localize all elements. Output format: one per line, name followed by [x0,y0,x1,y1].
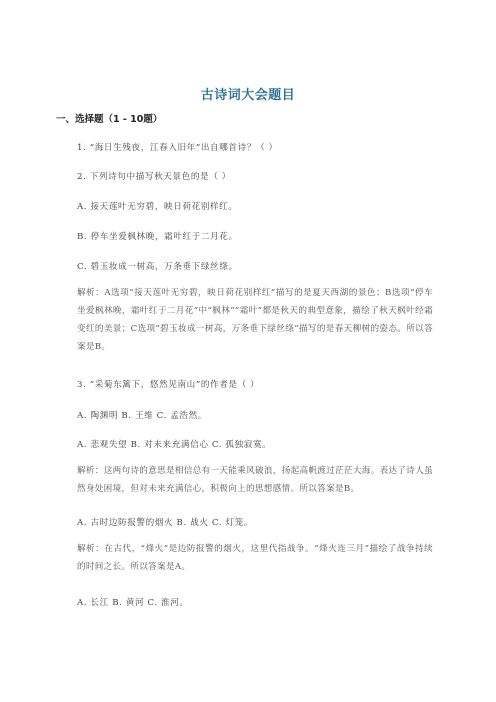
question-2: 2. 下列诗句中描写秋天景色的是（ ） [77,172,231,182]
question-4-options: A. 悲观失望 B. 对未来充满信心 C. 孤独寂寞。 [77,440,272,450]
question-5-options: A. 古时边防报警的烟火 B. 战火 C. 灯笼。 [77,518,253,528]
section-heading: 一、选择题（1 - 10题） [56,114,163,125]
analysis-question-5: 解析：在古代，“烽火”是边防报警的烟火，这里代指战争。“烽火连三月”描绘了战争持续的时间之长。所以答案是A。 [77,544,433,572]
question-1: 1. “海日生残夜，江春入旧年”出自哪首诗？（ ） [77,143,278,153]
analysis-question-4: 解析：这两句诗的意思是相信总有一天能乘风破浪，扬起高帆渡过茫茫大海。表达了诗人虽然身处困境，但对未来充满信心，积极向上的思想感情。所以答案是B。 [77,466,433,494]
question-2-option-a: A. 接天莲叶无穷碧，映日荷花别样红。 [77,202,238,212]
question-6-options: A. 长江 B. 黄河 C. 淮河。 [77,598,189,608]
question-3: 3. “采菊东篱下，悠然见南山”的作者是（ ） [77,380,260,390]
question-2-option-b: B. 停车坐爱枫林晚，霜叶红于二月花。 [77,232,238,242]
page-title: 古诗词大会题目 [200,88,296,103]
question-2-option-c: C. 碧玉妆成一树高，万条垂下绿丝绦。 [77,262,238,272]
analysis-question-2: 解析：A选项“接天莲叶无穷碧，映日荷花别样红”描写的是夏天西湖的景色；B选项“停车坐爱枫林晚，霜叶红于二月花”中“枫林”“霜叶”都是秋天的典型意象，描绘了秋天枫叶经霜变红的美景；C选项“碧玉妆成一树高，万条垂下绿丝绦”描写的是春天柳树的姿态。所以答案是B。 [77,288,433,352]
question-3-options: A. 陶渊明 B. 王维 C. 孟浩然。 [77,411,207,421]
